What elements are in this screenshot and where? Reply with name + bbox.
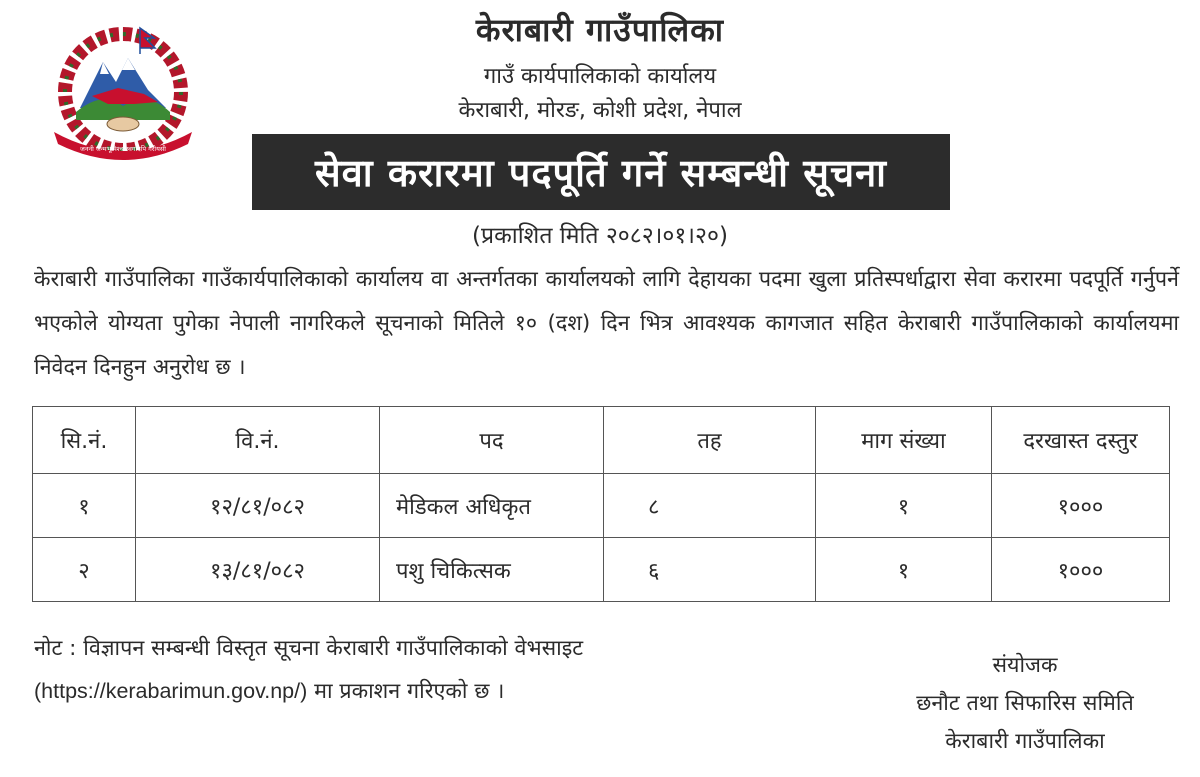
office-name: गाउँ कार्यपालिकाको कार्यालय xyxy=(483,64,717,89)
office-address: केराबारी, मोरङ, कोशी प्रदेश, नेपाल xyxy=(458,98,742,123)
note-line-1: नोट : विज्ञापन सम्बन्धी विस्तृत सूचना केराबारी गाउँपालिकाको वेभसाइट xyxy=(34,636,584,661)
cell-serial: १ xyxy=(33,474,136,538)
note-block xyxy=(34,628,794,713)
cell-post: मेडिकल अधिकृत xyxy=(380,474,604,538)
nepal-emblem-icon xyxy=(48,20,198,160)
col-header-fee: दरखास्त दस्तुर xyxy=(992,407,1170,474)
cell-serial: २ xyxy=(33,538,136,602)
table-header-row xyxy=(33,407,1170,474)
signature-committee: छनौट तथा सिफारिस समिति xyxy=(916,691,1134,716)
cell-post: पशु चिकित्सक xyxy=(380,538,604,602)
notice-title-banner: सेवा करारमा पदपूर्ति गर्ने सम्बन्धी सूचना xyxy=(252,134,950,210)
cell-level: ८ xyxy=(604,474,816,538)
cell-ad-no: १२/८१/०८२ xyxy=(136,474,380,538)
table-row xyxy=(33,474,1170,538)
cell-fee: १००० xyxy=(992,474,1170,538)
emblem-motto: जननी जन्मभूमिश्च स्वर्गादपि गरीयसी xyxy=(80,145,166,153)
note-line-2-rest: मा प्रकाशन गरिएको छ । xyxy=(307,679,505,704)
published-date: (प्रकाशित मिति २०८२।०१।२०) xyxy=(472,223,728,249)
cell-demand: १ xyxy=(816,538,992,602)
intro-paragraph: केराबारी गाउँपालिका गाउँकार्यपालिकाको कार्यालय वा अन्तर्गतका कार्यालयको लागि देहायका पदमा खुला प्रतिस्पर्धाद्वारा सेवा करारमा पदपूर्ति गर्नुपर्ने भएकोले योग्यता पुगेका नेपाली नागरिकले सूचनाको मितिले १० (दश) दिन भित्र आवश्यक कागजात सहित केराबारी गाउँपालिकाको कार्यालयमा निवेदन दिनहुन अनुरोध छ । xyxy=(34,267,1179,380)
col-header-post: पद xyxy=(380,407,604,474)
cell-level: ६ xyxy=(604,538,816,602)
vacancy-table xyxy=(32,406,1170,602)
cell-ad-no: १३/८१/०८२ xyxy=(136,538,380,602)
cell-fee: १००० xyxy=(992,538,1170,602)
municipality-name: केराबारी गाउँपालिका xyxy=(475,11,725,49)
table-row xyxy=(33,538,1170,602)
cell-demand: १ xyxy=(816,474,992,538)
note-line-2 xyxy=(34,670,794,713)
signature-office: केराबारी गाउँपालिका xyxy=(945,729,1105,754)
website-link[interactable]: (https://kerabarimun.gov.np/) xyxy=(34,679,308,703)
col-header-demand: माग संख्या xyxy=(816,407,992,474)
col-header-level: तह xyxy=(604,407,816,474)
col-header-ad-no: वि.नं. xyxy=(136,407,380,474)
signature-role: संयोजक xyxy=(992,653,1058,678)
col-header-serial: सि.नं. xyxy=(33,407,136,474)
